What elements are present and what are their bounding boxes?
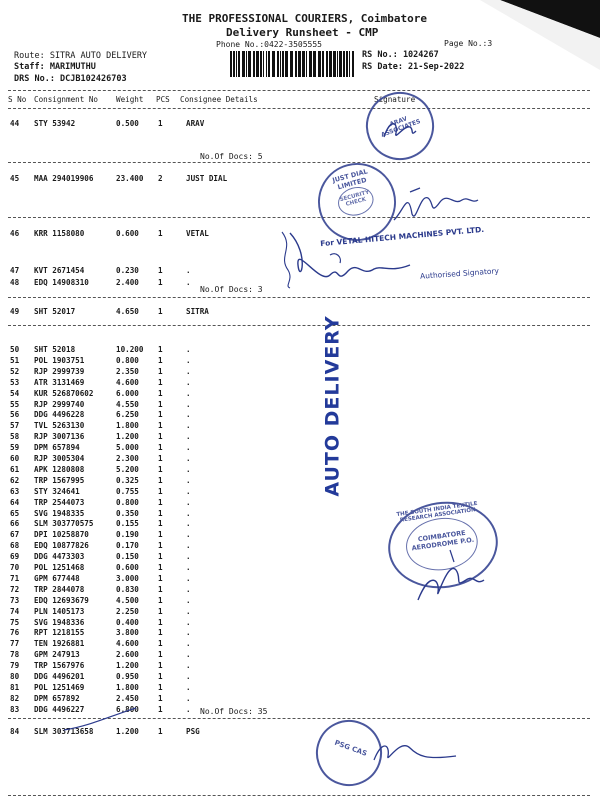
row-sno: 50 [10, 345, 20, 354]
row-pcs: 1 [158, 682, 163, 692]
row-consignment: POL 1251468 [34, 563, 85, 572]
row-consignment: DPM 657894 [34, 443, 80, 453]
row-consignee: . [186, 617, 191, 627]
row-consignment: DPM 657892 [34, 693, 80, 703]
arav-signature [380, 115, 420, 145]
header-rule-bottom [8, 108, 590, 109]
row-sno: 46 [10, 229, 20, 238]
group-rule-4 [8, 325, 590, 326]
row-weight: 4.600 [116, 639, 139, 649]
row-consignment: SHT 52017 [34, 307, 76, 316]
row-consignment: TRP 2844078 [34, 584, 85, 594]
just-dial-signature [390, 180, 480, 230]
row-consignee: . [186, 475, 191, 485]
row-pcs: 1 [158, 639, 163, 649]
row-consignee: . [186, 563, 191, 572]
row-consignment: ATR 3131469 [34, 377, 85, 387]
group-rule-6 [8, 795, 590, 796]
rs-date: RS Date: 21-Sep-2022 [362, 62, 465, 72]
col-sno: S No [8, 95, 27, 104]
row-pcs: 1 [158, 355, 163, 365]
page-corner-fold [480, 0, 600, 70]
row-weight: 23.400 [116, 174, 144, 183]
row-pcs: 1 [158, 508, 163, 518]
row-pcs: 1 [158, 443, 163, 453]
row-weight: 2.250 [116, 606, 139, 616]
row-pcs: 1 [158, 475, 163, 485]
rs-number: RS No.: 1024267 [362, 50, 439, 60]
row-sno: 76 [10, 628, 20, 638]
row-consignment: TRP 1567995 [34, 475, 85, 485]
row-sno: 79 [10, 661, 20, 671]
row-weight: 2.450 [116, 693, 139, 703]
row-consignee: . [186, 628, 191, 638]
row-weight: 2.400 [116, 278, 139, 287]
row-sno: 56 [10, 410, 20, 420]
row-consignee: PSG [186, 727, 200, 736]
row-weight: 1.800 [116, 682, 139, 692]
row-consignee: . [186, 377, 191, 387]
row-sno: 66 [10, 519, 20, 529]
row-consignment: KRR 1158080 [34, 229, 85, 238]
row-sno: 44 [10, 119, 20, 128]
row-consignment: EDQ 14908310 [34, 278, 89, 287]
psg-stamp: PSG CAS [307, 711, 392, 796]
col-consignment: Consignment No [34, 95, 99, 104]
row-weight: 1.200 [116, 661, 139, 671]
row-consignee: . [186, 464, 191, 474]
row-consignee: . [186, 693, 191, 703]
row-consignment: TEN 1926881 [34, 639, 85, 649]
row-pcs: 1 [158, 266, 163, 275]
row-sno: 78 [10, 650, 20, 660]
row-consignment: SVG 1948336 [34, 617, 85, 627]
row-consignee: . [186, 278, 191, 287]
row-pcs: 1 [158, 661, 163, 671]
row-consignee: . [186, 432, 191, 442]
row-weight: 0.325 [116, 475, 139, 485]
row-consignment: DDG 4496228 [34, 410, 85, 420]
row-weight: 0.190 [116, 530, 139, 540]
row-weight: 3.800 [116, 628, 139, 638]
arav-associates-stamp: ARAV ASSOCIATES [356, 82, 443, 169]
left-margin-scribble [272, 230, 302, 290]
row-consignment: TRP 1567976 [34, 661, 85, 671]
row-consignment: RJP 3007136 [34, 432, 85, 442]
row-consignee: . [186, 388, 191, 398]
group-rule-2 [8, 217, 590, 218]
row-sno: 58 [10, 432, 20, 442]
row-pcs: 1 [158, 595, 163, 605]
row-consignee: . [186, 399, 191, 409]
row-consignment: SLM 303770575 [34, 519, 94, 529]
row-weight: 0.400 [116, 617, 139, 627]
row-consignee: VETAL [186, 229, 209, 238]
row-weight: 2.600 [116, 650, 139, 660]
row-consignee: . [186, 573, 191, 583]
row-pcs: 1 [158, 693, 163, 703]
row-weight: 1.200 [116, 727, 139, 736]
psg-signature [370, 730, 460, 770]
row-consignment: SHT 52018 [34, 345, 76, 354]
row-consignee: . [186, 584, 191, 594]
row-sno: 52 [10, 366, 20, 376]
row-consignee: SITRA [186, 307, 209, 316]
row-weight: 4.500 [116, 595, 139, 605]
sitra-stamp: THE SOUTH INDIA TEXTILE RESEARCH ASSOCIATION COIMBATORE AERODROME P.O. [383, 495, 504, 595]
row-consignment: RJP 2999740 [34, 399, 85, 409]
row-weight: 1.800 [116, 421, 139, 431]
row-sno: 65 [10, 508, 20, 518]
row-consignee: JUST DIAL [186, 174, 228, 183]
row-consignment: STY 53942 [34, 119, 76, 128]
row-weight: 10.200 [116, 345, 144, 354]
row-consignment: MAA 294019906 [34, 174, 94, 183]
row-84-tick [60, 704, 140, 734]
row-pcs: 1 [158, 229, 163, 238]
row-consignment: TRP 2544073 [34, 497, 85, 507]
col-signature: Signature [374, 95, 416, 104]
row-consignment: KUR 526870602 [34, 388, 94, 398]
row-weight: 0.600 [116, 229, 139, 238]
row-sno: 80 [10, 672, 20, 681]
route: Route: SITRA AUTO DELIVERY [14, 51, 148, 61]
row-pcs: 1 [158, 573, 163, 583]
row-weight: 4.550 [116, 399, 139, 409]
company-name: THE PROFESSIONAL COURIERS, Coimbatore [182, 12, 428, 25]
row-weight: 2.350 [116, 366, 139, 376]
row-consignee: . [186, 355, 191, 365]
row-weight: 0.800 [116, 497, 139, 507]
row-consignee: . [186, 454, 191, 463]
row-pcs: 1 [158, 584, 163, 594]
row-consignment: SLM 303713658 [34, 727, 94, 736]
row-weight: 0.755 [116, 486, 139, 496]
row-consignment: GPM 677448 [34, 573, 80, 583]
row-weight: 0.170 [116, 541, 139, 551]
row-consignee: . [186, 639, 191, 649]
row-pcs: 1 [158, 366, 163, 376]
row-weight: 0.150 [116, 552, 139, 562]
row-pcs: 1 [158, 519, 163, 529]
row-consignment: STY 324641 [34, 486, 80, 496]
row-consignee: . [186, 486, 191, 496]
row-pcs: 1 [158, 278, 163, 287]
row-pcs: 1 [158, 399, 163, 409]
security-check-badge: SECURITY CHECK [335, 183, 377, 219]
row-weight: 0.230 [116, 266, 139, 275]
row-consignment: GPM 247913 [34, 650, 80, 660]
row-consignment: EDQ 12693679 [34, 595, 89, 605]
row-weight: 3.000 [116, 573, 139, 583]
row-pcs: 2 [158, 174, 163, 183]
col-pcs: PCS [156, 95, 170, 104]
row-consignment: EDQ 10877826 [34, 541, 89, 551]
row-consignee: . [186, 410, 191, 420]
row-weight: 0.155 [116, 519, 139, 529]
row-weight: 0.830 [116, 584, 139, 594]
row-weight: 0.350 [116, 508, 139, 518]
docs-count-group1: No.Of Docs: 5 [200, 152, 263, 161]
row-sno: 83 [10, 704, 20, 714]
row-pcs: 1 [158, 552, 163, 562]
row-pcs: 1 [158, 377, 163, 387]
row-weight: 6.000 [116, 388, 139, 398]
row-sno: 81 [10, 682, 20, 692]
row-sno: 71 [10, 573, 20, 583]
row-consignee: ARAV [186, 119, 205, 128]
row-consignment: POL 1251469 [34, 682, 85, 692]
row-pcs: 1 [158, 497, 163, 507]
row-weight: 6.800 [116, 704, 139, 714]
row-pcs: 1 [158, 541, 163, 551]
row-consignee: . [186, 508, 191, 518]
row-consignee: . [186, 345, 191, 354]
row-sno: 68 [10, 541, 20, 551]
row-consignee: . [186, 552, 191, 562]
row-pcs: 1 [158, 530, 163, 540]
row-consignment: DDG 4496227 [34, 704, 85, 714]
row-consignee: . [186, 595, 191, 605]
row-weight: 5.000 [116, 443, 139, 453]
row-consignee: . [186, 421, 191, 431]
row-consignment: RJP 3005304 [34, 454, 85, 463]
row-pcs: 1 [158, 628, 163, 638]
row-pcs: 1 [158, 345, 163, 354]
row-sno: 84 [10, 727, 20, 736]
row-pcs: 1 [158, 704, 163, 714]
row-consignment: RPT 1218155 [34, 628, 85, 638]
row-sno: 51 [10, 355, 20, 365]
row-consignment: POL 1903751 [34, 355, 85, 365]
barcode [230, 51, 356, 77]
row-consignee: . [186, 366, 191, 376]
staff: Staff: MARIMUTHU [14, 62, 96, 72]
docs-count-group2: No.Of Docs: 3 [200, 285, 263, 294]
row-consignee: . [186, 443, 191, 453]
row-sno: 82 [10, 693, 20, 703]
row-weight: 0.600 [116, 563, 139, 572]
row-consignee: . [186, 682, 191, 692]
row-consignment: KVT 2671454 [34, 266, 85, 275]
auto-delivery-stamp: AUTO DELIVERY [321, 315, 344, 497]
row-sno: 74 [10, 606, 20, 616]
docs-count-group3: No.Of Docs: 35 [200, 707, 268, 716]
row-consignee: . [186, 266, 191, 275]
row-sno: 53 [10, 377, 20, 387]
sitra-signature [410, 540, 490, 610]
row-consignee: . [186, 661, 191, 671]
row-sno: 75 [10, 617, 20, 627]
row-sno: 47 [10, 266, 20, 275]
row-weight: 1.200 [116, 432, 139, 442]
group-rule-3 [8, 297, 590, 298]
row-pcs: 1 [158, 432, 163, 442]
row-pcs: 1 [158, 606, 163, 616]
runsheet-title: Delivery Runsheet - CMP [226, 26, 379, 39]
row-consignment: DPI 10258870 [34, 530, 89, 540]
row-sno: 57 [10, 421, 20, 431]
row-sno: 61 [10, 464, 20, 474]
row-sno: 49 [10, 307, 20, 316]
row-sno: 63 [10, 486, 20, 496]
vetal-authorised-signatory: Authorised Signatory [419, 266, 500, 281]
row-sno: 59 [10, 443, 20, 453]
row-pcs: 1 [158, 672, 163, 681]
row-sno: 64 [10, 497, 20, 507]
col-weight: Weight [116, 95, 144, 104]
row-consignment: TVL 5263130 [34, 421, 85, 431]
row-sno: 69 [10, 552, 20, 562]
row-sno: 70 [10, 563, 20, 572]
row-sno: 73 [10, 595, 20, 605]
phone-number: Phone No.:0422-3505555 [216, 40, 322, 49]
row-sno: 72 [10, 584, 20, 594]
row-consignment: PLN 1405173 [34, 606, 85, 616]
just-dial-stamp: JUST DIAL LIMITED SECURITY CHECK [309, 154, 405, 250]
row-pcs: 1 [158, 119, 163, 128]
row-sno: 45 [10, 174, 20, 183]
row-pcs: 1 [158, 486, 163, 496]
row-pcs: 1 [158, 563, 163, 572]
row-sno: 62 [10, 475, 20, 485]
row-pcs: 1 [158, 410, 163, 420]
header-rule-top [8, 90, 590, 91]
row-consignee: . [186, 541, 191, 551]
row-consignee: . [186, 704, 191, 714]
row-consignee: . [186, 519, 191, 529]
col-consignee: Consignee Details [180, 95, 258, 104]
row-consignee: . [186, 672, 191, 681]
row-consignee: . [186, 530, 191, 540]
vetal-company-stamp: For VETAL HITECH MACHINES PVT. LTD. [319, 224, 485, 249]
row-weight: 4.650 [116, 307, 139, 316]
row-consignee: . [186, 497, 191, 507]
row-sno: 77 [10, 639, 20, 649]
row-sno: 60 [10, 454, 20, 463]
row-pcs: 1 [158, 617, 163, 627]
row-pcs: 1 [158, 454, 163, 463]
row-pcs: 1 [158, 307, 163, 316]
row-sno: 48 [10, 278, 20, 287]
page-number: Page No.:3 [444, 39, 493, 48]
row-pcs: 1 [158, 464, 163, 474]
row-consignee: . [186, 650, 191, 660]
row-consignment: SVG 1948335 [34, 508, 85, 518]
row-consignee: . [186, 606, 191, 616]
row-pcs: 1 [158, 650, 163, 660]
row-weight: 6.250 [116, 410, 139, 420]
row-consignment: DDG 4473303 [34, 552, 85, 562]
row-pcs: 1 [158, 727, 163, 736]
row-consignment: DDG 4496201 [34, 672, 85, 681]
row-consignment: APK 1280808 [34, 464, 85, 474]
drs-number: DRS No.: DCJB102426703 [14, 74, 127, 84]
group-rule-1 [8, 162, 590, 163]
row-sno: 67 [10, 530, 20, 540]
row-pcs: 1 [158, 421, 163, 431]
row-sno: 54 [10, 388, 20, 398]
row-weight: 0.500 [116, 119, 139, 128]
row-weight: 0.950 [116, 672, 139, 681]
row-consignment: RJP 2999739 [34, 366, 85, 376]
row-weight: 0.800 [116, 355, 139, 365]
row-weight: 2.300 [116, 454, 139, 463]
row-weight: 4.600 [116, 377, 139, 387]
row-sno: 55 [10, 399, 20, 409]
row-weight: 5.200 [116, 464, 139, 474]
row-pcs: 1 [158, 388, 163, 398]
